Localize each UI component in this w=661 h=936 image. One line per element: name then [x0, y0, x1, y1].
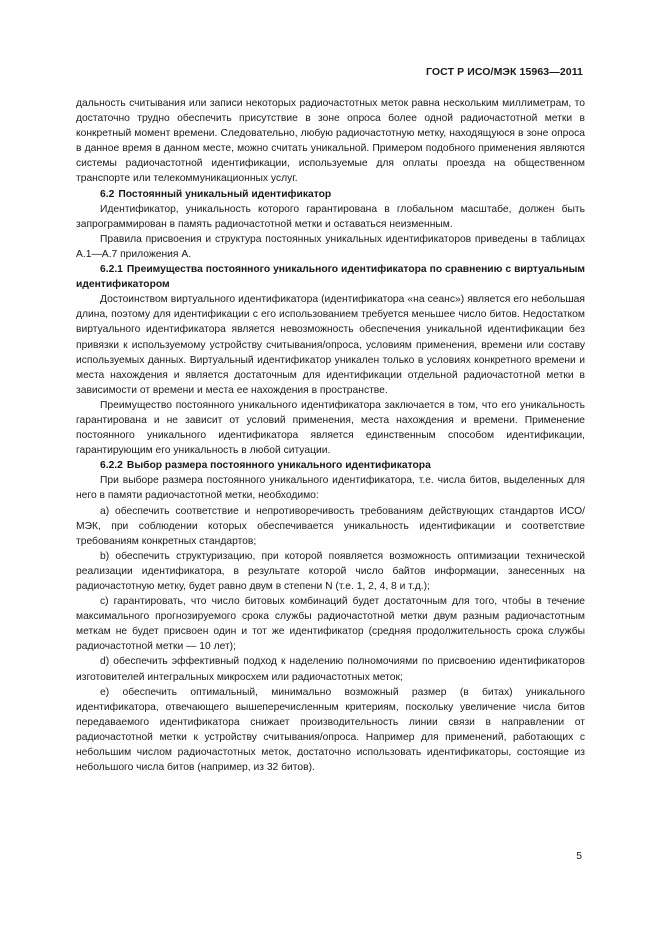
section-title: Постоянный уникальный идентификатор [118, 188, 332, 200]
section-heading [76, 458, 585, 473]
list-item: d) обеспечить эффективный подход к наделению полномочиями по присвоению идентификаторов изготовителей интегральных микросхем или радиочастотных меток; [76, 656, 585, 683]
section-title: Преимущества постоянного уникального идентификатора по сравнению с виртуальным идентификатором [76, 264, 585, 291]
paragraph: Преимущество постоянного уникального идентификатора заключается в том, что его уникальность гарантирована и не зависит от условий применения, места нахождения и времени. Применение постоянного уникального идентификатора является единственным способом идентификации, гарантирующим его уникальность в любой ситуации. [76, 399, 585, 457]
list-item: c) гарантировать, что число битовых комбинаций будет достаточным для того, чтобы в течение максимального прогнозируемого срока службы радиочастотной метки двум разным радиочастотным меткам не будет присвоен один и тот же идентификатор (средняя продолжительность срока службы радиочастотной метки — 10 лет); [76, 596, 585, 653]
section-heading [76, 262, 585, 292]
paragraph: При выборе размера постоянного уникального идентификатора, т.е. числа битов, выделенных для него в памяти радиочастотной метки, необходимо: [76, 475, 585, 502]
list-item: а) обеспечить соответствие и непротиворечивость требованиям действующих стандартов ИСО/МЭК, при соблюдении которых обеспечивается уникальность идентификации и соответствие требованиям конкретных стандартов; [76, 505, 585, 547]
list-item: e) обеспечить оптимальный, минимально возможный размер (в битах) уникального идентификатора, отвечающего вышеперечисленным критериям, поскольку увеличение числа битов передаваемого идентификатора снижает производительность линии связи в направлении от радиочастотной метки к устройству считывания/опроса. Например для применений, работающих с небольшим числом радиочастотных меток, достаточно использовать идентификаторы, состоящие из небольшого числа битов (например, из 32 битов). [76, 686, 585, 774]
paragraph: Идентификатор, уникальность которого гарантирована в глобальном масштабе, должен быть запрограммирован в память радиочастотной метки и оставаться неизменным. [76, 203, 585, 230]
list-item: b) обеспечить структуризацию, при которой появляется возможность оптимизации технической реализации идентификатора, в результате которой число байтов информации, занесенных на радиочастотную метку, будет равно двум в степени N (т.е. 1, 2, 4, 8 и т.д.); [76, 550, 585, 592]
section-number: 6.2 [100, 188, 115, 200]
section-number: 6.2.2 [100, 460, 123, 472]
document-body [76, 96, 585, 775]
paragraph: дальность считывания или записи некоторых радиочастотных меток равна нескольким миллиметрам, то достаточно трудно обеспечить присутствие в зоне опроса более одной радиочастотной метки в конкретный момент времени. Следовательно, любую радиочастотную метку, находящуюся в зоне опроса в данное время в данном месте, можно считать уникальной. Примером подобного применения являются системы радиочастотной идентификации, используемые для оплаты проезда на общественном транспорте или телекоммуникационных услуг. [76, 98, 585, 185]
section-number: 6.2.1 [100, 264, 123, 276]
section-title: Выбор размера постоянного уникального идентификатора [126, 460, 431, 472]
paragraph: Правила присвоения и структура постоянных уникальных идентификаторов приведены в таблицах А.1—А.7 приложения А. [76, 233, 585, 260]
page-number: 5 [576, 851, 582, 862]
document-header: ГОСТ Р ИСО/МЭК 15963—2011 [425, 66, 583, 78]
paragraph: Достоинством виртуального идентификатора (идентификатора «на сеанс») является его небольшая длина, поэтому для идентификации с его использованием требуется меньшее число битов. Недостатком виртуального идентификатора является невозможность обеспечения уникальной идентификации без привязки к используемому устройству считывания/опроса, условиям применения, времени или составу используемых данных. Виртуальный идентификатор уникален только в условиях конкретного времени и места нахождения и является достаточным для идентификации отдельной радиочастотной метки в зависимости от времени и места ее нахождения в пространстве. [76, 294, 585, 396]
section-heading [76, 187, 585, 202]
